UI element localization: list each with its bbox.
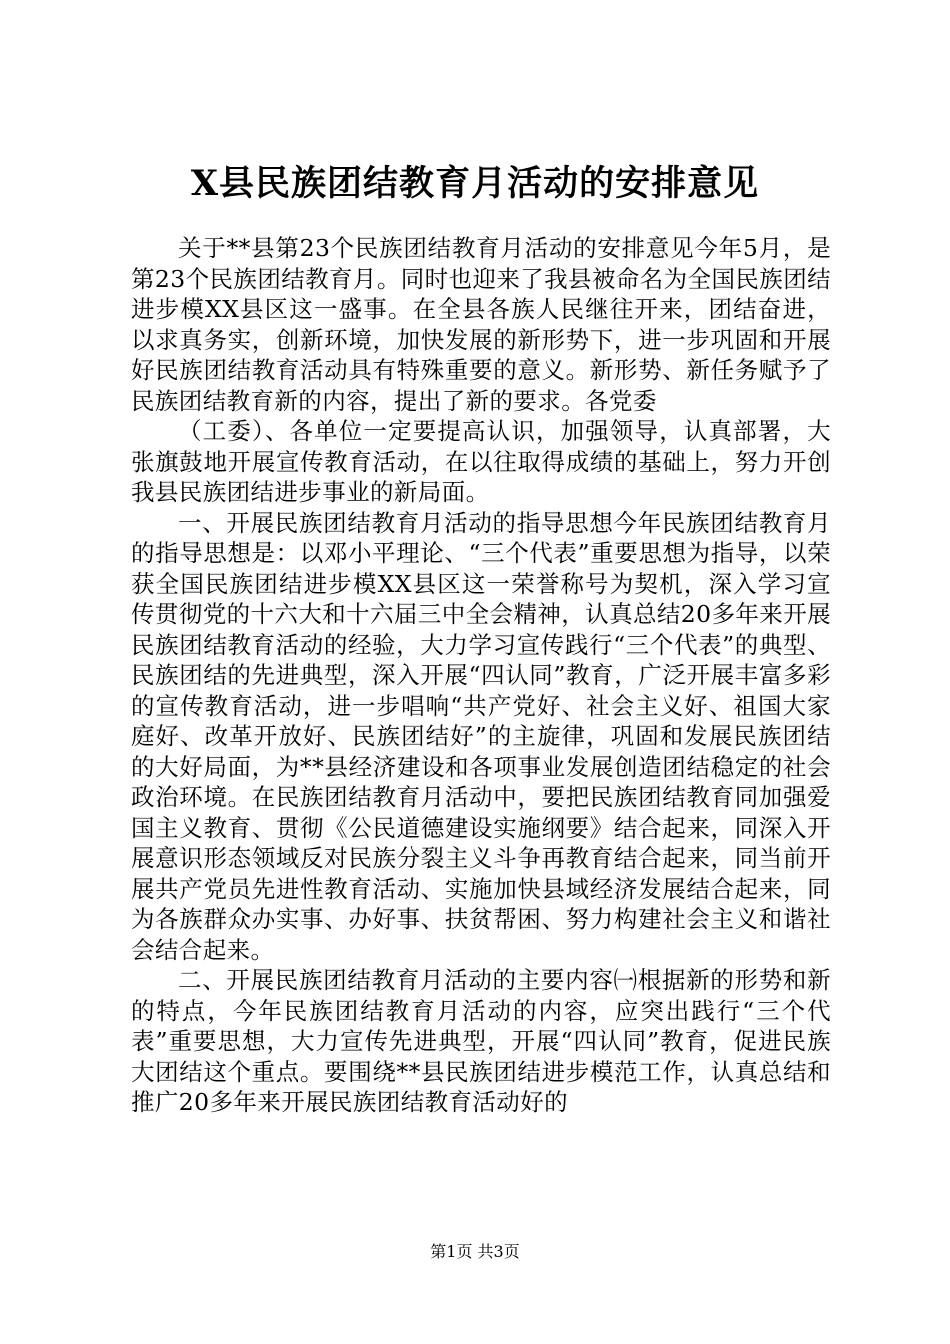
paragraph-intro-continued: （工委）、各单位一定要提高认识，加强领导，认真部署，大张旗鼓地开展宣传教育活动，在以往取得成绩的基础上，努力开创我县民族团结进步事业的新局面。 bbox=[131, 417, 831, 506]
page-footer: 第1页 共3页 bbox=[430, 1242, 520, 1261]
document-title: X县民族团结教育月活动的安排意见 bbox=[190, 163, 760, 204]
document-body bbox=[131, 233, 831, 1118]
paragraph-section-two: 二、开展民族团结教育月活动的主要内容㈠根据新的形势和新的特点，今年民族团结教育月活动的内容，应突出践行“三个代表”重要思想，大力宣传先进典型，开展“四认同”教育，促进民族大团结这个重点。要围绕**县民族团结进步模范工作，认真总结和推广20多年来开展民族团结教育活动好的 bbox=[131, 966, 831, 1116]
paragraph-section-one: 一、开展民族团结教育月活动的指导思想今年民族团结教育月的指导思想是：以邓小平理论、“三个代表”重要思想为指导，以荣获全国民族团结进步模XX县区这一荣誉称号为契机，深入学习宣传贯彻党的十六大和十六届三中全会精神，认真总结20多年来开展民族团结教育活动的经验，大力学习宣传践行“三个代表”的典型、民族团结的先进典型，深入开展“四认同”教育，广泛开展丰富多彩的宣传教育活动，进一步唱响“共产党好、社会主义好、祖国大家庭好、改革开放好、民族团结好”的主旋律，巩固和发展民族团结的大好局面，为**县经济建设和各项事业发展创造团结稳定的社会政治环境。在民族团结教育月活动中，要把民族团结教育同加强爱国主义教育、贯彻《公民道德建设实施纲要》结合起来，同深入开展意识形态领域反对民族分裂主义斗争再教育结合起来，同当前开展共产党员先进性教育活动、实施加快县域经济发展结合起来，同为各族群众办实事、办好事、扶贫帮困、努力构建社会主义和谐社会结合起来。 bbox=[131, 508, 831, 964]
paragraph-intro: 关于**县第23个民族团结教育月活动的安排意见今年5月，是第23个民族团结教育月。同时也迎来了我县被命名为全国民族团结进步模XX县区这一盛事。在全县各族人民继往开来，团结奋进，以求真务实，创新环境，加快发展的新形势下，进一步巩固和开展好民族团结教育活动具有特殊重要的意义。新形势、新任务赋予了民族团结教育新的内容，提出了新的要求。各党委 bbox=[131, 234, 831, 415]
